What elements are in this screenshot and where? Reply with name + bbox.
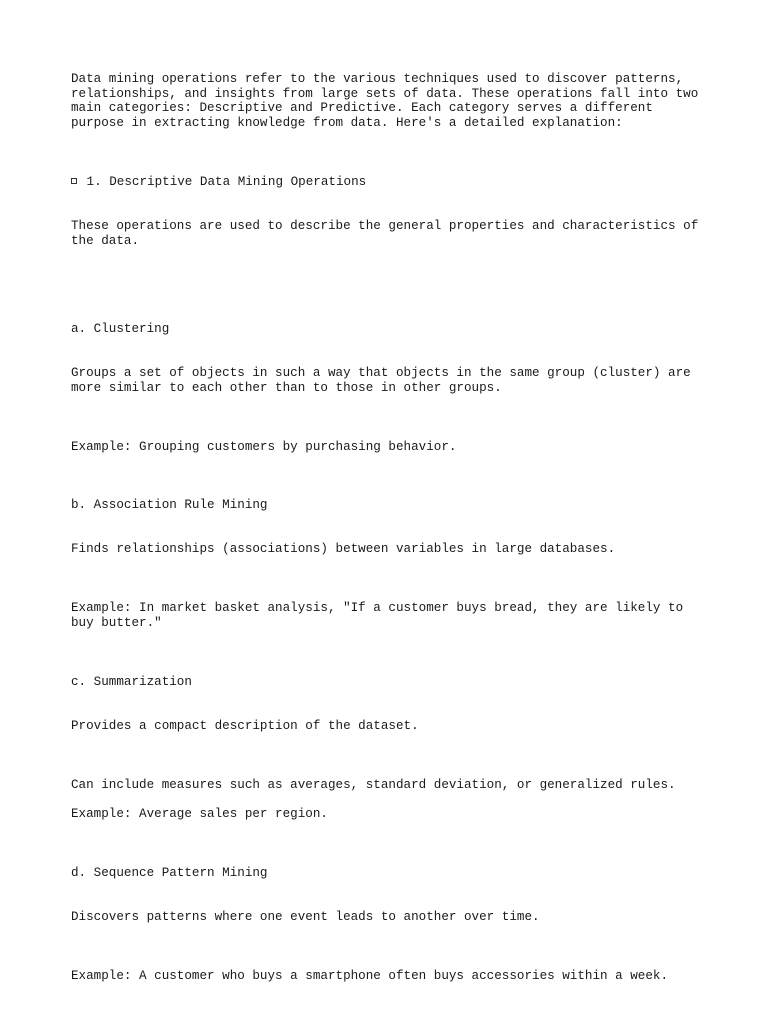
section-description: These operations are used to describe the general properties and characteristics of the data. (71, 219, 706, 248)
summarization-description: Provides a compact description of the dataset. (71, 718, 419, 733)
summarization-measures: Can include measures such as averages, standard deviation, or generalized rules. (71, 777, 676, 792)
clustering-heading: a. Clustering (71, 321, 170, 336)
sequence-description: Discovers patterns where one event leads to another over time. (71, 909, 540, 924)
sequence-heading: d. Sequence Pattern Mining (71, 865, 268, 880)
clustering-description: Groups a set of objects in such a way that objects in the same group (cluster) are more similar to each other than to those in other groups. (71, 366, 699, 395)
association-description: Finds relationships (associations) between variables in large databases. (71, 542, 616, 557)
clustering-block (71, 293, 711, 425)
summarization-heading: c. Summarization (71, 674, 192, 689)
section-descriptive (71, 146, 711, 278)
association-example: Example: In market basket analysis, "If a customer buys bread, they are likely to buy butter." (71, 601, 691, 630)
association-heading: b. Association Rule Mining (71, 498, 268, 513)
association-block (71, 469, 711, 587)
summarization-block (71, 645, 711, 763)
summarization-example: Example: Average sales per region. (71, 807, 328, 822)
intro-paragraph: Data mining operations refer to the various techniques used to discover patterns, relationships, and insights from large sets of data. These operations fall into two main categories: Descriptive and Predictive. Each category serves a different purpose in extracting knowledge from data. Here's a detailed explanation: (71, 72, 706, 131)
section-heading: 1. Descriptive Data Mining Operations (79, 174, 367, 189)
sequence-example: Example: A customer who buys a smartphone often buys accessories within a week. (71, 968, 669, 983)
box-bullet-icon (71, 178, 77, 184)
document-body (71, 72, 711, 998)
section-heading-row (71, 175, 711, 190)
sequence-block (71, 836, 711, 954)
clustering-example: Example: Grouping customers by purchasing behavior. (71, 439, 457, 454)
